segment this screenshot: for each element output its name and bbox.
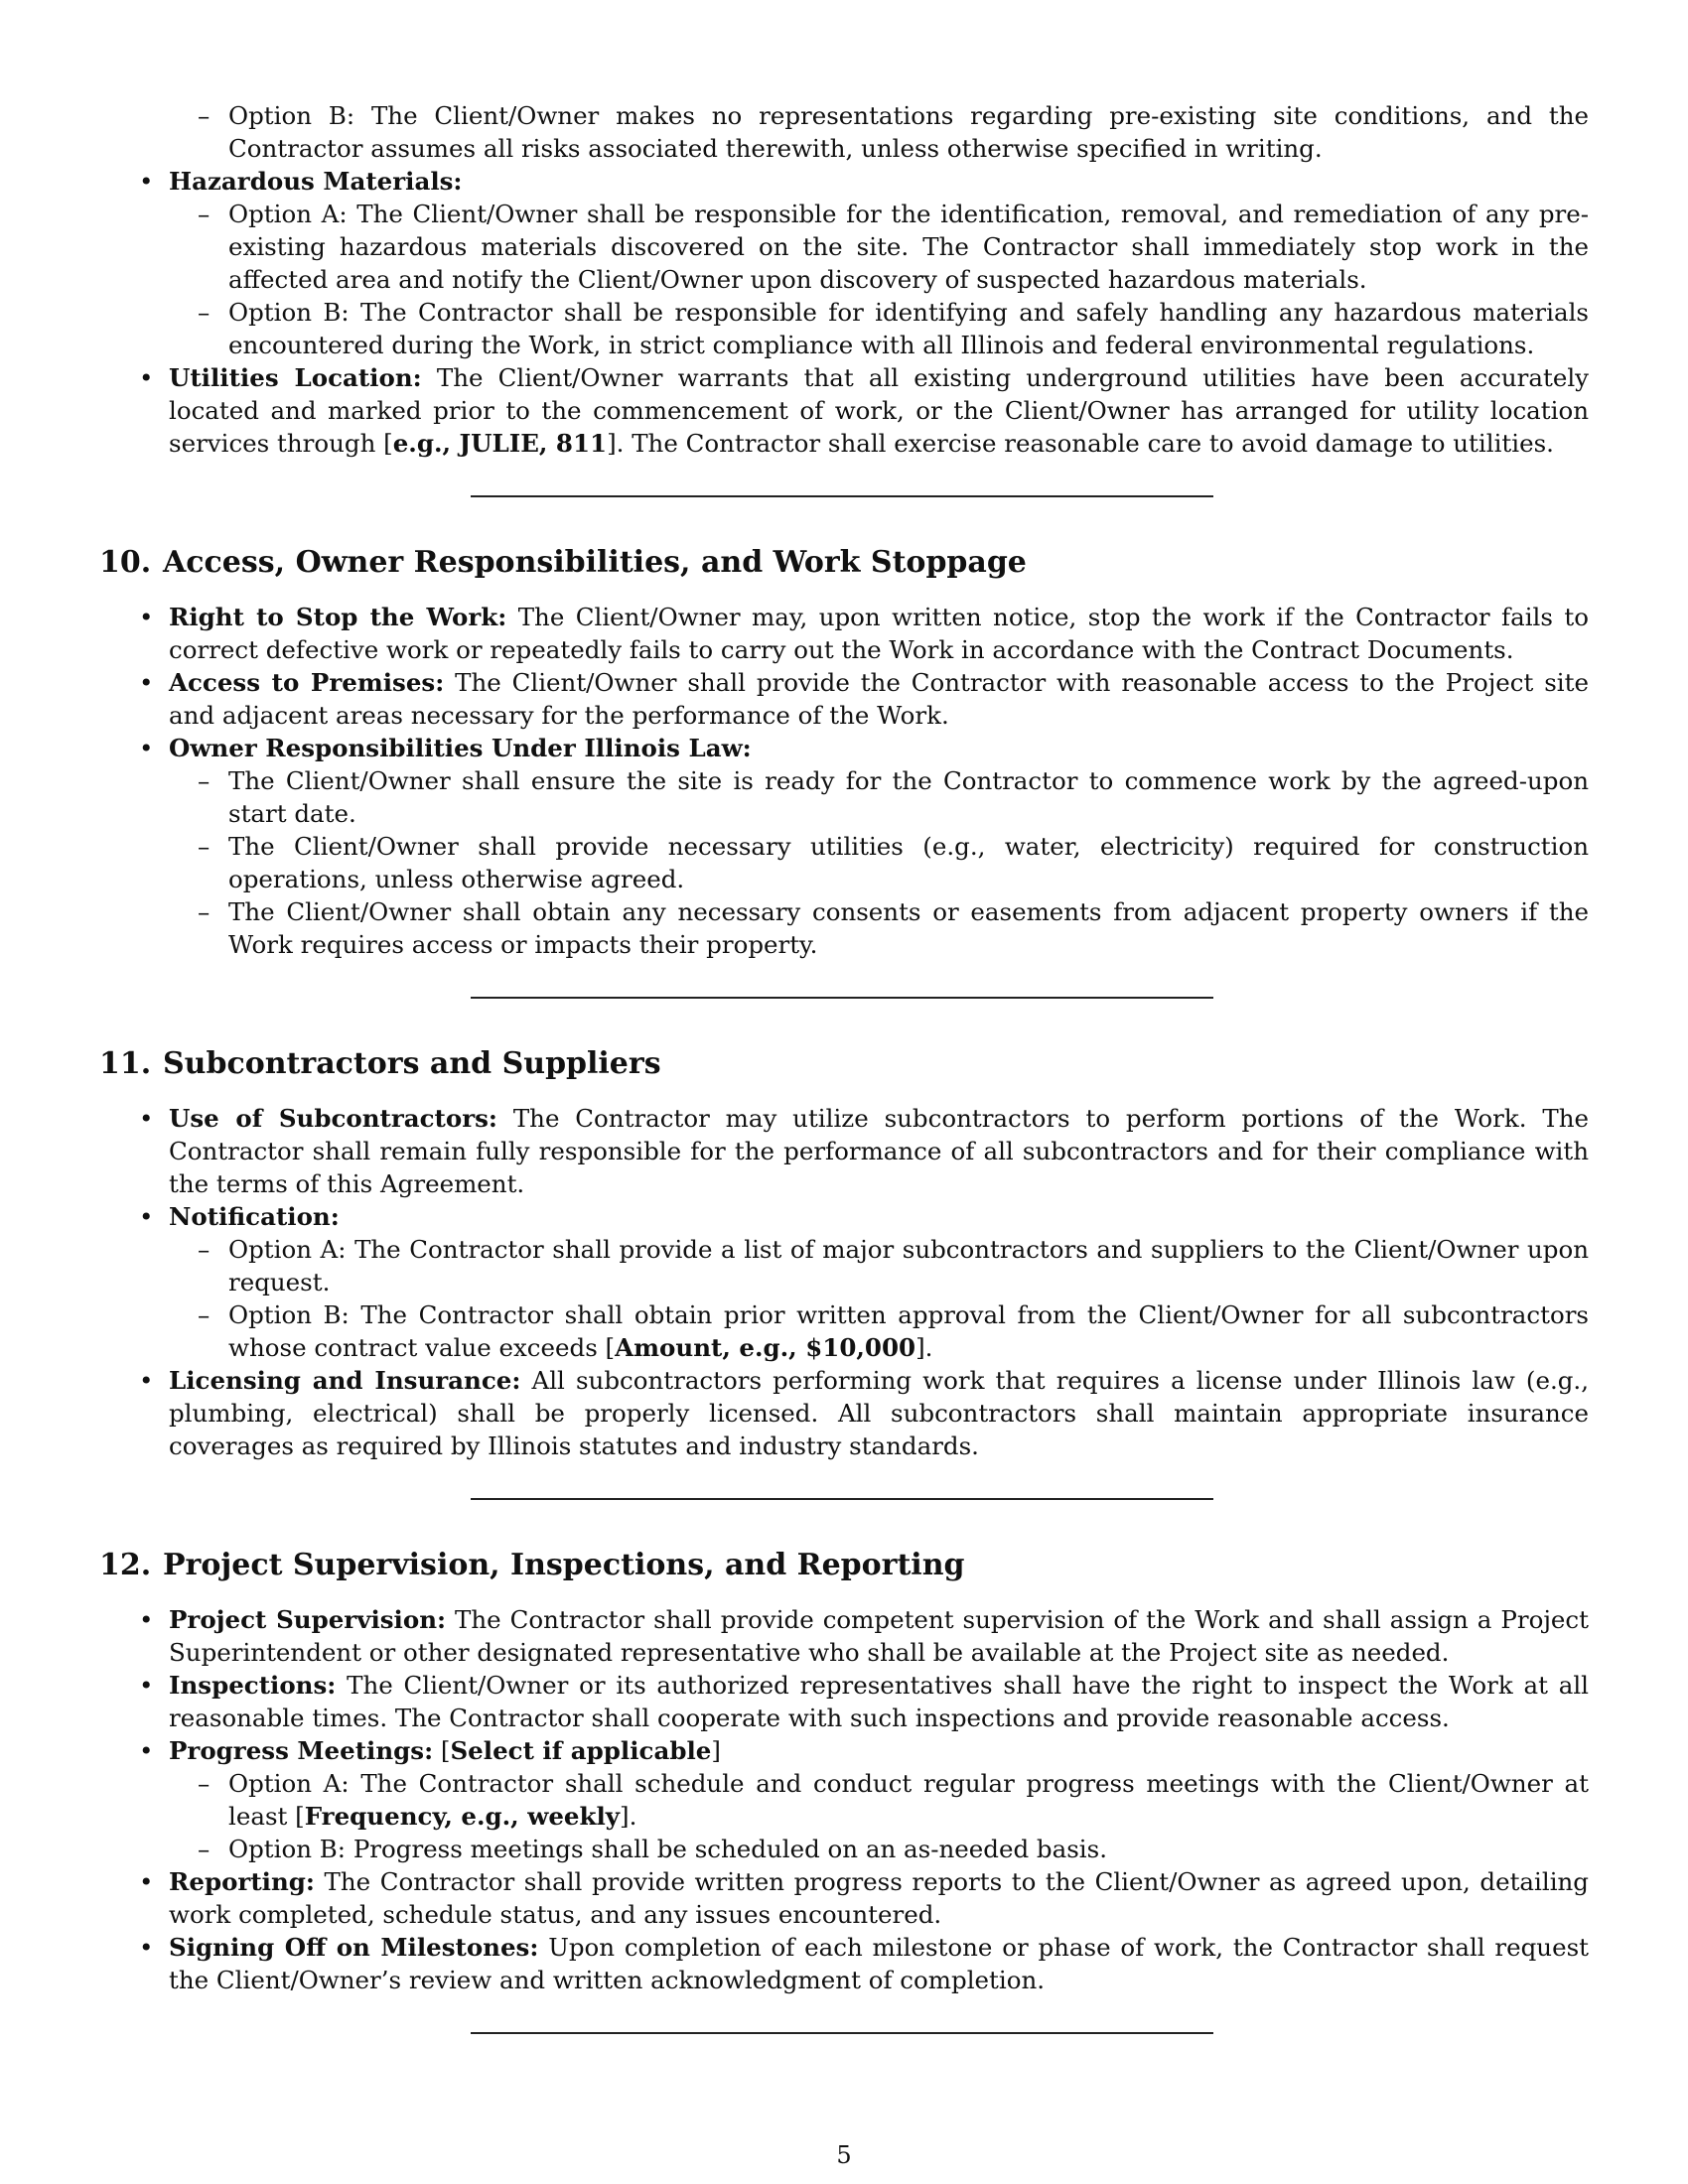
- notification-option-a: – Option A: The Contractor shall provide a list of major subcontractors and suppliers to the Client/Owner upon request.: [169, 1233, 1589, 1298]
- reporting-item: [99, 1865, 1589, 1931]
- reporting-text: The Contractor shall provide written progress reports to the Client/Owner as agreed upon, detailing work completed, schedule status, and any issues encountered.: [169, 1867, 1589, 1929]
- owner-responsibilities-subitems: [169, 764, 1589, 961]
- notification-option-b-end: ].: [915, 1333, 933, 1362]
- meetings-option-a: [169, 1767, 1589, 1833]
- frequency-placeholder: Frequency, e.g., weekly: [304, 1802, 621, 1831]
- owner-resp-subitem: – The Client/Owner shall obtain any necessary consents or easements from adjacent property owners if the Work requires access or impacts their property.: [169, 895, 1589, 961]
- notification-option-b-text: Option B: The Contractor shall obtain prior written approval from the Client/Owner for all subcontractors whose contract value exceeds [: [228, 1300, 1589, 1362]
- utilities-location-label: Utilities Location:: [169, 363, 422, 392]
- right-to-stop-text: The Client/Owner may, upon written notice, stop the work if the Contractor fails to correct defective work or repeatedly fails to carry out the Work in accordance with the Contract Documents.: [169, 603, 1589, 664]
- use-of-subcontractors-item: [99, 1102, 1589, 1200]
- access-to-premises-item: [99, 666, 1589, 732]
- project-supervision-item: [99, 1603, 1589, 1669]
- section-12-heading: [99, 1546, 1589, 1585]
- right-to-stop-label: Right to Stop the Work:: [169, 603, 507, 631]
- amount-placeholder: Amount, e.g., $10,000: [615, 1333, 916, 1362]
- notification-options: [169, 1233, 1589, 1364]
- owner-responsibilities-item: [99, 732, 1589, 961]
- hazardous-option-a: – Option A: The Client/Owner shall be responsible for the identification, removal, and remediation of any pre-existing hazardous materials discovered on the site. The Contractor shall immediately stop work in the affected area and notify the Client/Owner upon discovery of suspected hazardous materials.: [169, 198, 1589, 296]
- section-number: 12.: [99, 1548, 152, 1582]
- use-of-subcontractors-text: The Contractor may utilize subcontractors to perform portions of the Work. The Contractor shall remain fully responsible for the performance of all subcontractors and for their compliance with the terms of this Agreement.: [169, 1104, 1589, 1198]
- select-close: ]: [711, 1736, 721, 1765]
- progress-meetings-label: Progress Meetings:: [169, 1736, 434, 1765]
- document-page: [99, 99, 1589, 2034]
- use-of-subcontractors-label: Use of Subcontractors:: [169, 1104, 497, 1133]
- meetings-option-a-text: Option A: The Contractor shall schedule and conduct regular progress meetings with the Client/Owner at least [: [228, 1769, 1589, 1831]
- inspections-text: The Client/Owner or its authorized representatives shall have the right to inspect the Work at all reasonable times. The Contractor shall cooperate with such inspections and provide reasonable access.: [169, 1671, 1589, 1732]
- licensing-text: All subcontractors performing work that requires a license under Illinois law (e.g., plumbing, electrical) shall be properly licensed. All subcontractors shall maintain appropriate insurance coverages as required by Illinois statutes and industry standards.: [169, 1366, 1589, 1460]
- section-number: 10.: [99, 545, 152, 580]
- section-title: Access, Owner Responsibilities, and Work Stoppage: [163, 545, 1027, 580]
- utilities-location-item: [99, 361, 1589, 460]
- section-12-list: [99, 1603, 1589, 1996]
- access-text: The Client/Owner shall provide the Contractor with reasonable access to the Project site and adjacent areas necessary for the performance of the Work.: [169, 668, 1589, 730]
- inspections-label: Inspections:: [169, 1671, 337, 1700]
- section-title: Project Supervision, Inspections, and Reporting: [163, 1548, 965, 1582]
- inspections-item: [99, 1669, 1589, 1734]
- section-divider: [471, 997, 1213, 999]
- hazardous-option-b: – Option B: The Contractor shall be responsible for identifying and safely handling any hazardous materials encountered during the Work, in strict compliance with all Illinois and federal environmental regulations.: [169, 296, 1589, 361]
- hazardous-materials-item: [99, 165, 1589, 361]
- supervision-text: The Contractor shall provide competent supervision of the Work and shall assign a Project Superintendent or other designated representative who shall be available at the Project site as needed.: [169, 1605, 1589, 1667]
- signing-off-item: [99, 1931, 1589, 1996]
- hazardous-materials-label: Hazardous Materials:: [169, 167, 463, 196]
- meetings-option-a-end: ].: [620, 1802, 637, 1831]
- section-number: 11.: [99, 1046, 152, 1081]
- licensing-insurance-item: [99, 1364, 1589, 1462]
- notification-item: [99, 1200, 1589, 1364]
- utilities-placeholder: e.g., JULIE, 811: [392, 429, 608, 458]
- reporting-label: Reporting:: [169, 1867, 315, 1896]
- select-if-applicable: Select if applicable: [450, 1736, 712, 1765]
- select-open: [: [433, 1736, 451, 1765]
- signing-off-label: Signing Off on Milestones:: [169, 1933, 539, 1962]
- utilities-text-2: ]. The Contractor shall exercise reasonable care to avoid damage to utilities.: [607, 429, 1554, 458]
- utilities-text-1: The Client/Owner warrants that all existing underground utilities have been accurately located and marked prior to the commencement of work, or the Client/Owner has arranged for utility location services through [: [169, 363, 1590, 458]
- site-conditions-option-b: – Option B: The Client/Owner makes no representations regarding pre-existing site conditions, and the Contractor assumes all risks associated therewith, unless otherwise specified in writing.: [169, 99, 1589, 165]
- section-divider: [471, 495, 1213, 497]
- progress-meetings-options: [169, 1767, 1589, 1865]
- page-number: 5: [836, 2141, 852, 2169]
- progress-meetings-item: [99, 1734, 1589, 1865]
- section-11-list: [99, 1102, 1589, 1462]
- licensing-label: Licensing and Insurance:: [169, 1366, 521, 1395]
- section-divider: [471, 1498, 1213, 1500]
- notification-label: Notification:: [169, 1202, 340, 1231]
- access-label: Access to Premises:: [169, 668, 445, 697]
- notification-option-b: [169, 1298, 1589, 1364]
- section-10-heading: [99, 543, 1589, 583]
- supervision-label: Project Supervision:: [169, 1605, 447, 1634]
- meetings-option-b: – Option B: Progress meetings shall be scheduled on an as-needed basis.: [169, 1833, 1589, 1865]
- owner-resp-subitem: – The Client/Owner shall provide necessary utilities (e.g., water, electricity) required for construction operations, unless otherwise agreed.: [169, 830, 1589, 895]
- right-to-stop-item: [99, 601, 1589, 666]
- section-9-continued-list: [99, 165, 1589, 460]
- section-11-heading: [99, 1044, 1589, 1084]
- site-conditions-options: [169, 99, 1589, 165]
- section-title: Subcontractors and Suppliers: [163, 1046, 661, 1081]
- section-divider: [471, 2032, 1213, 2034]
- owner-responsibilities-label: Owner Responsibilities Under Illinois Law:: [169, 734, 752, 762]
- owner-resp-subitem: – The Client/Owner shall ensure the site is ready for the Contractor to commence work by the agreed-upon start date.: [169, 764, 1589, 830]
- section-10-list: [99, 601, 1589, 961]
- hazardous-materials-options: [169, 198, 1589, 361]
- signing-off-text: Upon completion of each milestone or phase of work, the Contractor shall request the Client/Owner’s review and written acknowledgment of completion.: [169, 1933, 1590, 1994]
